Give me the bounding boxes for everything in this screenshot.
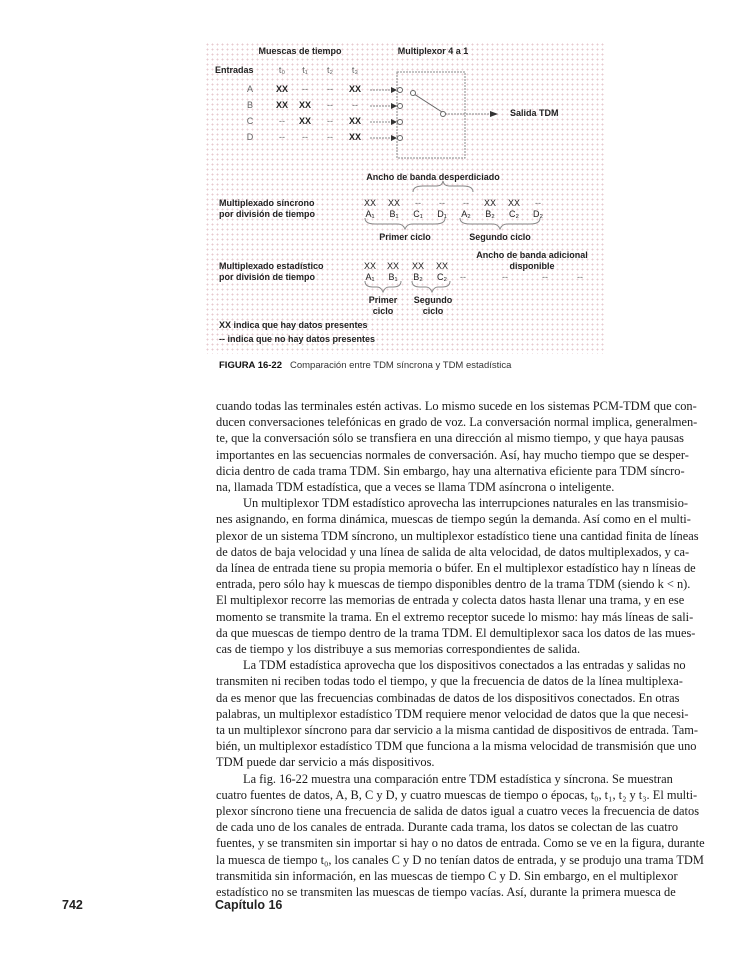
sync-label: Multiplexado síncrono	[219, 198, 315, 208]
stat-cycle-2: ciclo	[422, 306, 444, 316]
wasted-bandwidth-label: Ancho de banda desperdiciado	[366, 172, 500, 182]
sync-slot-label: B₁	[389, 209, 399, 219]
figure-16-22	[205, 42, 605, 354]
sync-slot-label: C₁	[413, 209, 423, 219]
page-number: 742	[62, 898, 83, 912]
row-cell: XX	[348, 84, 362, 94]
text-line: transmiten ni reciben todas todo el tiempo, y que la frecuencia de datos de la línea multiplexa-	[216, 674, 683, 689]
stat-cycle-1: ciclo	[372, 306, 394, 316]
legend-no-data: -- indica que no hay datos presentes	[219, 334, 376, 344]
legend-data-present	[219, 320, 368, 330]
stat-empty-slot: --	[502, 272, 508, 282]
text-line: estadístico no se transmiten las muescas de tiempo vacías. Así, durante la primera muesca de	[216, 885, 676, 900]
text-line: importantes en las secuencias normales de conversación. Así, hay mucho tiempo que se desper-	[216, 447, 689, 462]
row-cell: --	[302, 132, 308, 142]
stat-data-cell: XX	[363, 261, 377, 271]
stat-empty-slot: --	[577, 272, 583, 282]
text-line: El multiplexor recorre las memorias de entrada y colecta datos hasta llenar una trama, y en ese	[216, 593, 685, 608]
text-line: da es menor que las frecuencias combinadas de datos de los dispositivos conectados. En otras	[216, 690, 680, 705]
stat-data-cell: XX	[435, 261, 449, 271]
body-text	[216, 398, 705, 900]
row-cell: XX	[275, 84, 289, 94]
figure-caption-text: Comparación entre TDM síncrona y TDM estadística	[290, 360, 512, 371]
sync-slot-label: A₂	[461, 209, 471, 219]
text-line: na, llamada TDM estadística, que a veces se llama TDM asíncrona o inteligente.	[216, 480, 615, 495]
text-line: bién, un multiplexor estadístico TDM que funciona a la misma velocidad de transmisión que uno	[216, 739, 697, 754]
text-line: dicia dentro de cada trama TDM. Sin embargo, hay una alternativa eficiente para TDM síncro-	[216, 463, 685, 478]
row-cell: --	[327, 132, 333, 142]
row-cell: --	[279, 132, 285, 142]
input-row-label: A	[246, 84, 254, 94]
stat-slot-label: C₂	[437, 272, 447, 282]
stat-slot-label: B₁	[388, 272, 398, 282]
text-line: Un multiplexor TDM estadístico aprovecha las interrupciones naturales en las transmisio-	[243, 496, 689, 511]
multiplexer-title: Multiplexor 4 a 1	[397, 46, 469, 56]
slot-label: t₁	[302, 65, 308, 75]
text-line: nes asignando, en forma dinámica, muescas de tiempo según la demanda. Así como en el multi-	[216, 512, 691, 527]
text-line: plexor síncrono tiene una frecuencia de salida de datos igual a cuatro veces la frecuencia de datos	[216, 804, 700, 819]
row-cell: --	[327, 84, 333, 94]
text-line: ducen conversaciones telefónicas en grado de voz. La conversación normal implica, generalmen-	[216, 415, 698, 430]
sync-slot-label: C₂	[509, 209, 519, 219]
switch-pivot-icon	[411, 91, 416, 96]
text-line: de cada uno de los canales de entrada. Durante cada trama, los datos se colectan de las cuatro	[216, 820, 679, 835]
row-cell: --	[302, 84, 308, 94]
sync-data-cell: XX	[483, 198, 497, 208]
legend-key: XX	[219, 320, 232, 330]
row-cell: XX	[275, 100, 289, 110]
stat-data-cell: XX	[411, 261, 425, 271]
figure-label: FIGURA 16-22	[219, 360, 282, 371]
text-line: plexor de un sistema TDM síncrono, un multiplexor estadístico tiene una cantidad finita de líneas	[216, 528, 699, 543]
row-cell: XX	[348, 116, 362, 126]
row-cell: --	[279, 116, 285, 126]
input-row-label: D	[246, 132, 254, 142]
sync-slot-label: D₂	[533, 209, 543, 219]
slot-label: t₂	[327, 65, 333, 75]
slot-label: t₀	[278, 65, 286, 75]
stat-label: Multiplexado estadístico	[219, 261, 324, 271]
text-line: cuando todas las terminales estén activas. Lo mismo sucede en los sistemas PCM-TDM que con-	[216, 399, 697, 413]
sync-data-cell: XX	[363, 198, 377, 208]
extra-bandwidth-label: Ancho de banda adicional	[476, 250, 588, 260]
stat-empty-slot: --	[460, 272, 466, 282]
stat-data-cell: XX	[386, 261, 400, 271]
row-cell: --	[327, 116, 333, 126]
sync-data-cell: --	[463, 198, 469, 208]
sync-cycle-1: Primer ciclo	[379, 232, 431, 242]
sync-data-cell: --	[535, 198, 541, 208]
output-label: Salida TDM	[510, 108, 559, 118]
text-line: de datos de baja velocidad y una línea de salida de alta velocidad, de datos multiplexados, y ca-	[216, 544, 690, 559]
stat-cycle-1: Primer	[368, 295, 398, 305]
extra-bandwidth-label: disponible	[509, 261, 555, 271]
row-cell: --	[352, 100, 358, 110]
text-line: da línea de entrada tiene su propia memoria o búfer. En el multiplexor estadístico hay n líneas de	[216, 561, 696, 576]
text-line: la muesca de tiempo t₀, los canales C y D no tenían datos de entrada, y se produjo una trama TDM	[216, 852, 704, 867]
text-line: ta un multiplexor síncrono para dar servicio a la misma cantidad de dispositivos de entrada. Tam-	[216, 723, 698, 738]
output-arrow-icon	[490, 111, 498, 117]
text-line: entrada, pero sólo hay k muescas de tiempo disponibles dentro de la trama TDM (siendo k < n).	[216, 577, 691, 592]
text-line: te, que la conversación sólo se transfiera en una dirección al mismo tiempo, y que haya pausas	[216, 431, 684, 446]
legend-text: indica que hay datos presentes	[231, 320, 368, 330]
sync-data-cell: --	[415, 198, 421, 208]
chapter-label: Capítulo 16	[215, 898, 283, 912]
figure-caption	[219, 360, 511, 371]
stat-empty-slot: --	[542, 272, 548, 282]
stat-slot-label: B₂	[413, 272, 423, 282]
text-line: TDM puede dar servicio a más dispositivos.	[216, 755, 435, 770]
inputs-label: Entradas	[215, 65, 254, 75]
multiplexer-box	[397, 72, 465, 158]
sync-slot-label: B₂	[485, 209, 495, 219]
row-cell: --	[327, 100, 333, 110]
text-line: da que muescas de tiempo dentro de la trama TDM. El demultiplexor saca los datos de las mues-	[216, 625, 696, 640]
stat-label: por división de tiempo	[219, 272, 316, 282]
text-line: palabras, un multiplexor estadístico TDM requiere menor velocidad de datos que la que necesi-	[216, 706, 689, 721]
text-line: La fig. 16-22 muestra una comparación entre TDM estadística y síncrona. Se muestran	[243, 771, 673, 786]
sync-data-cell: XX	[387, 198, 401, 208]
text-line: momento se transmite la trama. En el extremo receptor sucede lo mismo: hay más líneas de sali-	[216, 609, 694, 624]
input-row-label: C	[246, 116, 254, 126]
row-cell: XX	[298, 116, 312, 126]
text-line: transmitida sin información, en las muescas de tiempo C y D. Sin embargo, en el multiplexor	[216, 868, 678, 883]
input-row-label: B	[246, 100, 254, 110]
time-slots-title: Muescas de tiempo	[258, 46, 342, 56]
stat-slot-label: A₁	[365, 272, 375, 282]
row-cell: XX	[298, 100, 312, 110]
text-line: La TDM estadística aprovecha que los dispositivos conectados a las entradas y salidas no	[243, 658, 686, 673]
text-line: cas de tiempo y los distribuye a sus memorias correspondientes de salida.	[216, 642, 581, 657]
sync-label: por división de tiempo	[219, 209, 316, 219]
text-line: fuentes, y se transmiten sin importar si hay o no datos de entrada. Como se ve en la figura, durante	[216, 836, 705, 851]
text-line: cuatro fuentes de datos, A, B, C y D, y cuatro muescas de tiempo o épocas, t₀, t₁, t₂ y t₃. El multi-	[216, 787, 698, 802]
sync-slot-label: A₁	[365, 209, 375, 219]
stat-cycle-2: Segundo	[413, 295, 453, 305]
row-cell: XX	[348, 132, 362, 142]
sync-slot-label: D₁	[437, 209, 447, 219]
sync-data-cell: XX	[507, 198, 521, 208]
sync-data-cell: --	[439, 198, 445, 208]
sync-cycle-2: Segundo ciclo	[469, 232, 531, 242]
slot-label: t₃	[351, 65, 359, 75]
